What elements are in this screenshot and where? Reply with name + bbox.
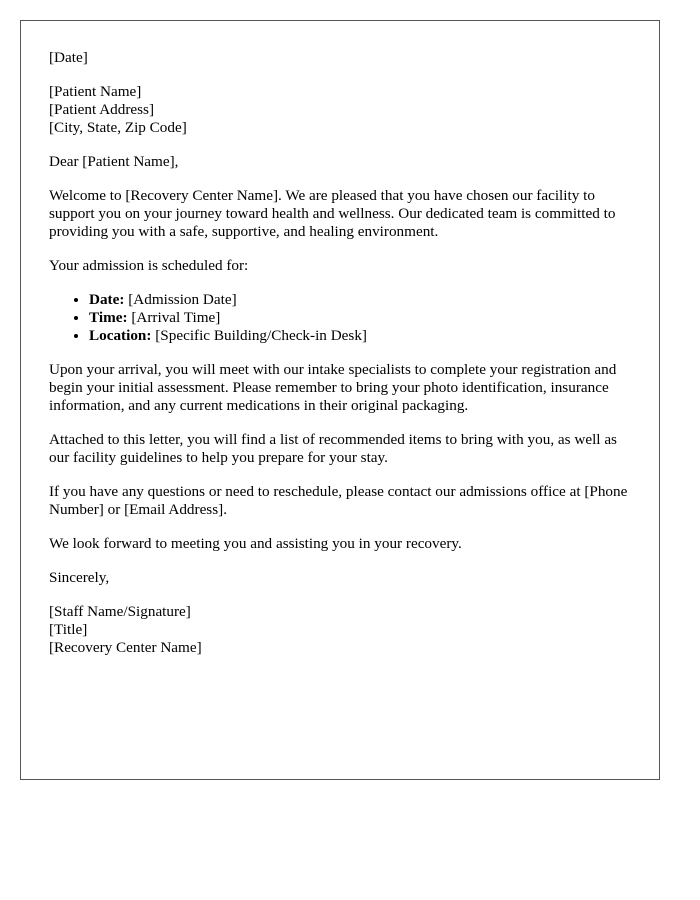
sign-off: Sincerely, bbox=[49, 569, 110, 586]
schedule-item-time bbox=[89, 309, 631, 327]
attachment-paragraph: Attached to this letter, you will find a list of recommended items to bring with you, as well as our facility guidelines to help you prepare for your stay. bbox=[49, 431, 617, 466]
salutation: Dear [Patient Name], bbox=[49, 153, 179, 170]
schedule-list bbox=[49, 291, 631, 345]
closing-paragraph: We look forward to meeting you and assisting you in your recovery. bbox=[49, 535, 462, 552]
arrival-paragraph: Upon your arrival, you will meet with our intake specialists to complete your registration and begin your initial assessment. Please remember to bring your photo identification, insurance information, and any current medications in their original packaging. bbox=[49, 361, 617, 414]
recipient-city-state-zip: [City, State, Zip Code] bbox=[49, 119, 187, 136]
contact-paragraph: If you have any questions or need to reschedule, please contact our admissions office at [Phone Number] or [Email Address]. bbox=[49, 483, 628, 518]
schedule-item-date bbox=[89, 291, 631, 309]
schedule-value-location: [Specific Building/Check-in Desk] bbox=[155, 327, 367, 344]
signature-name: [Staff Name/Signature] bbox=[49, 603, 191, 620]
signature-title: [Title] bbox=[49, 621, 88, 638]
signature-organization: [Recovery Center Name] bbox=[49, 639, 202, 656]
letter-date: [Date] bbox=[49, 49, 88, 66]
schedule-label-time: Time: bbox=[89, 309, 128, 326]
recipient-name: [Patient Name] bbox=[49, 83, 142, 100]
signature-block bbox=[49, 603, 631, 657]
schedule-value-time: [Arrival Time] bbox=[131, 309, 221, 326]
schedule-label-location: Location: bbox=[89, 327, 152, 344]
schedule-lead: Your admission is scheduled for: bbox=[49, 257, 249, 274]
letter-page bbox=[20, 20, 660, 780]
recipient-address-block bbox=[49, 83, 631, 137]
schedule-item-location bbox=[89, 327, 631, 345]
intro-paragraph: Welcome to [Recovery Center Name]. We are pleased that you have chosen our facility to support you on your journey toward health and wellness. Our dedicated team is committed to providing you with a safe, supportive, and healing environment. bbox=[49, 187, 616, 240]
schedule-label-date: Date: bbox=[89, 291, 125, 308]
schedule-value-date: [Admission Date] bbox=[128, 291, 237, 308]
recipient-address: [Patient Address] bbox=[49, 101, 155, 118]
